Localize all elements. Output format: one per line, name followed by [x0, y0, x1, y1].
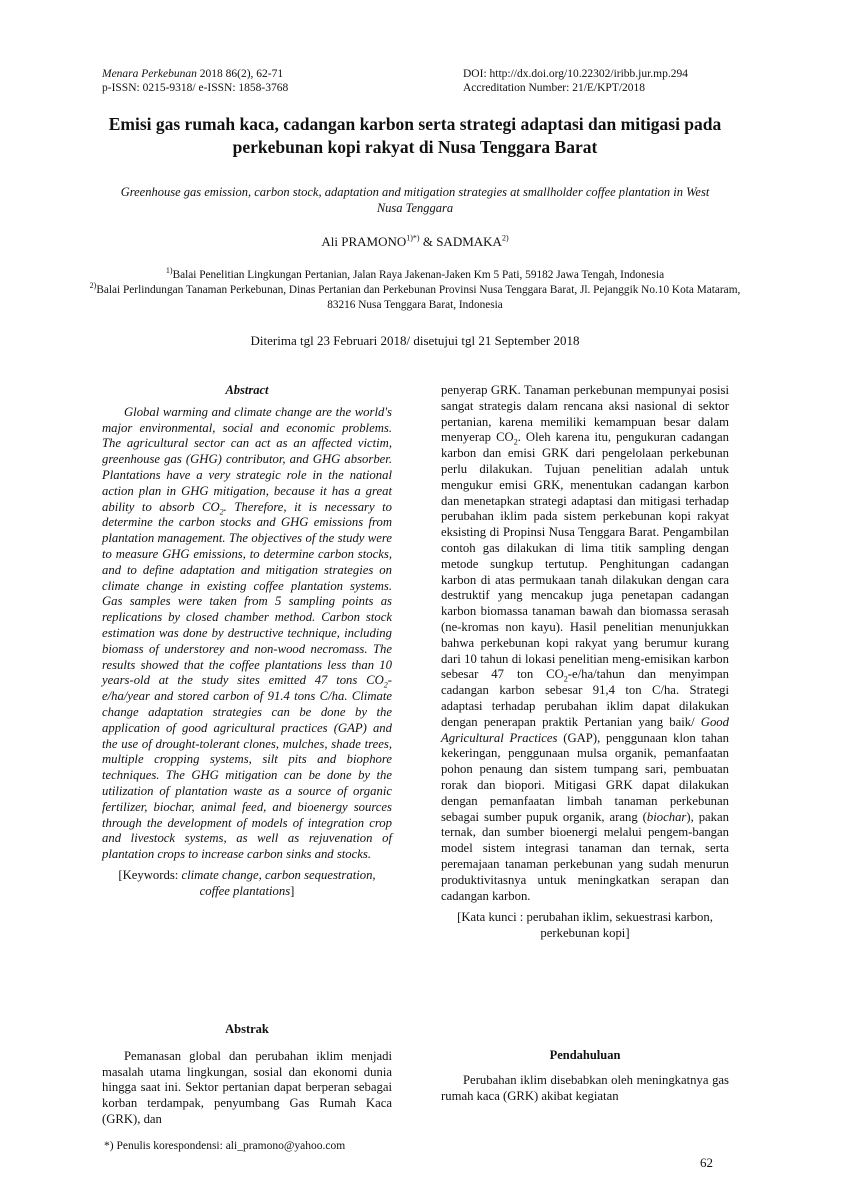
received-date: Diterima tgl 23 Februari 2018/ disetujui tgl 21 September 2018	[250, 333, 580, 348]
abstrak-section	[102, 1022, 392, 1128]
abstrak-text-right	[441, 383, 729, 904]
keywords-text: climate change, carbon sequestration, coffee plantations	[181, 867, 376, 898]
affiliations	[85, 268, 745, 313]
abstract-text-c: -e/ha/year and stored carbon of 91.4 tons C/ha. Climate change adaptation strategies can be done by the application of good agricultural practices (GAP) and the use of drought-tolerant clones, mulches, shade trees, multiple cropping systems, silt pits and biophore techniques. The GHG mitigation can be done by the utilization of plantation waste as a source of organic fertilizer, biochar, animal feed, and bioenergy sources through the development of models of integration crop and livestock systems, as well as rejuvenation of plantation crops to increase carbon sinks and stocks.	[102, 673, 392, 862]
abstrak-text-c: -e/ha/tahun dan menyimpan cadangan karbon sebesar 91,4 ton C/ha. Strategi adaptasi terhadap perubahan iklim dapat dilakukan dengan penerapan praktik Pertanian yang baik/	[441, 667, 729, 729]
author-2-mark: 2)	[501, 233, 509, 243]
authors	[100, 234, 730, 250]
pendahuluan-section	[441, 1048, 729, 1104]
abstract-sub-a: 2	[219, 507, 224, 517]
abstract-text-b: . Therefore, it is necessary to determine the carbon stocks and GHG emissions from plantation management. The objectives of the study were to measure GHG emissions, to determine carbon stocks, and to define adaptation and mitigation strategies on climate change in existing coffee plantation systems. Gas samples were taken from 5 sampling points as replications by closed chamber method. Carbon stock estimation was done by destructive technique, including biomass of understorey and non-wood necromass. The results showed that the coffee plantations less than 10 years-old at the study sites emitted 47 tons CO	[102, 499, 392, 688]
abstrak-text-b: . Oleh karena itu, pengukuran cadangan karbon dan emisi GRK dari pengelolaan perkebunan perlu dilakukan. Tujuan penelitian adalah untuk mengukur emisi GRK, menentukan cadangan karbon dan menetapkan strategi adaptasi dan mitigasi terhadap perubahan iklim pada sistem perkebunan kopi rakyat eksisting di Propinsi Nusa Tenggara Barat. Pengambilan contoh gas dilakukan di lima titik sampling dengan metode sungkup tertutup. Penghitungan cadangan karbon di atas permukaan tanah dilakukan dengan cara destruktif yang mencakup juga penetapan cadangan karbon biomassa tanaman bawah dan biomassa serasah (ne-kromas non kayu). Hasil penelitian menunjukkan bahwa perkebunan kopi rakyat yang berumur kurang dari 10 tahun di lokasi penelitian meng-emisikan karbon sebesar 47 ton CO	[441, 430, 729, 682]
page-number: 62	[700, 1155, 713, 1170]
abstract-section	[102, 383, 392, 900]
doi: DOI: http://dx.doi.org/10.22302/iribb.jur.mp.294	[463, 68, 688, 80]
affiliation-2-mark: 2)	[89, 281, 97, 291]
abstract-heading: Abstract	[225, 383, 269, 397]
author-1-mark: 1)*)	[406, 233, 420, 243]
pendahuluan-heading: Pendahuluan	[549, 1048, 621, 1062]
abstract-text	[102, 405, 392, 863]
keywords	[102, 868, 392, 900]
abstrak-text-left: Pemanasan global dan perubahan iklim menjadi masalah utama lingkungan, sosial dan ekonomi dunia hingga saat ini. Sektor pertanian dapat berperan sebagai korban terdampak, penyumbang Gas Rumah Kaca (GRK), dan	[102, 1048, 392, 1126]
keywords-end: ]	[290, 883, 295, 898]
gap-italic: Good Agricultural Practices	[441, 714, 729, 745]
journal-name: Menara Perkebunan	[102, 68, 197, 80]
abstrak-continued	[441, 383, 729, 942]
keywords-label: [Keywords:	[118, 867, 182, 882]
kata-kunci: [Kata kunci : perubahan iklim, sekuestrasi karbon, perkebunan kopi]	[457, 910, 713, 941]
affiliation-1-mark: 1)	[165, 266, 173, 276]
affiliation-1	[85, 268, 745, 283]
biochar-italic: biochar	[646, 809, 687, 824]
abstract-text-a: Global warming and climate change are the world's major environmental, social and economic problems. The agricultural sector can act as an affected victim, greenhouse gas (GHG) contributor, and GHG absorber. Plantations have a very strategic role in the national action plan in GHG mitigation, because it has a great ability to absorb CO	[102, 404, 392, 514]
journal-issue: 2018 86(2), 62-71	[196, 68, 284, 80]
footnote: *) Penulis korespondensi: ali_pramono@yahoo.com	[104, 1140, 346, 1152]
english-title: Greenhouse gas emission, carbon stock, adaptation and mitigation strategies at smallholder coffee plantation in West Nusa Tenggara	[120, 185, 710, 215]
pendahuluan-text: Perubahan iklim disebabkan oleh meningkatnya gas rumah kaca (GRK) akibat kegiatan	[441, 1072, 729, 1103]
page-title: Emisi gas rumah kaca, cadangan karbon serta strategi adaptasi dan mitigasi pada perkebunan kopi rakyat di Nusa Tenggara Barat	[108, 114, 722, 157]
issn: p-ISSN: 0215-9318/ e-ISSN: 1858-3768	[102, 82, 289, 94]
author-joiner: &	[419, 234, 437, 249]
abstract-sub-b: 2	[383, 680, 388, 690]
abstrak-text-d: (GAP), penggunaan klon tahan kekeringan, penggunaan mulsa organik, pemanfaatan pohon penaung dan sistem tumpang sari, pembuatan rorak dan biopori. Mitigasi GRK dapat dilakukan dengan pemanfaatan limbah tanaman perkebunan sebagai sumber pupuk organik, arang (	[441, 730, 729, 824]
abstrak-text-a: penyerap GRK. Tanaman perkebunan mempunyai posisi sangat strategis dalam rencana aksi nasional di sektor pertanian, karena memiliki kemampuan besar dalam menyerap CO	[441, 383, 729, 445]
affiliation-2	[85, 283, 745, 313]
accreditation: Accreditation Number: 21/E/KPT/2018	[463, 82, 646, 94]
journal-citation	[102, 67, 432, 95]
affiliation-1-text: Balai Penelitian Lingkungan Pertanian, Jalan Raya Jakenan-Jaken Km 5 Pati, 59182 Jawa Tengah, Indonesia	[172, 269, 665, 281]
abstrak-sub-1: 2	[513, 437, 518, 447]
abstrak-heading: Abstrak	[225, 1022, 269, 1036]
doi-block	[463, 67, 763, 95]
abstrak-text-e: ), pakan ternak, dan sumber bioenergi melalui pengem-bangan model sistem integrasi tanaman dan ternak, serta peremajaan tanaman perkebunan yang sudah menurun produktivitasnya untuk meningkatkan serapan dan cadangan karbon.	[441, 809, 729, 903]
author-1: Ali PRAMONO	[321, 234, 407, 249]
abstrak-sub-2: 2	[563, 674, 568, 684]
author-2: SADMAKA	[436, 234, 502, 249]
affiliation-2-text: Balai Perlindungan Tanaman Perkebunan, Dinas Pertanian dan Perkebunan Provinsi Nusa Tenggara Barat, Jl. Pejanggik No.10 Kota Mataram, 83216 Nusa Tenggara Barat, Indonesia	[96, 284, 741, 311]
